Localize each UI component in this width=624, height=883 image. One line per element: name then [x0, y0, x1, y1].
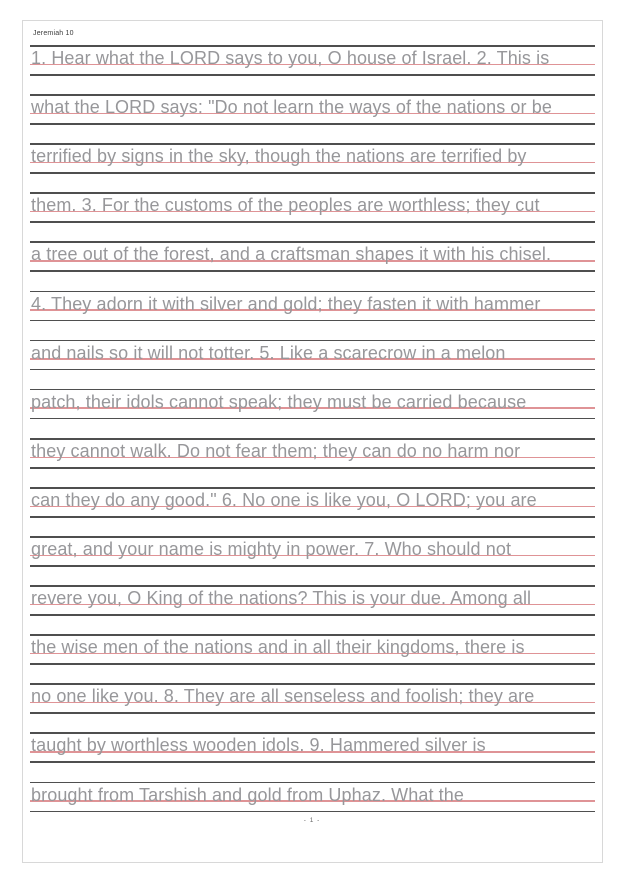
practice-line-row	[30, 782, 595, 813]
practice-line-row	[30, 340, 595, 371]
practice-line-row	[30, 634, 595, 665]
practice-line-text: great, and your name is mighty in power. 7. Who should not	[31, 539, 512, 559]
practice-line-row	[30, 143, 595, 174]
practice-line-row	[30, 192, 595, 223]
practice-line-row	[30, 389, 595, 420]
practice-line-text: a tree out of the forest, and a craftsman shapes it with his chisel.	[31, 244, 552, 265]
page-number: - 1 -	[303, 817, 321, 824]
practice-line-text: no one like you. 8. They are all senseless and foolish; they are	[31, 686, 535, 707]
practice-line-text: the wise men of the nations and in all their kingdoms, there is	[31, 637, 525, 658]
practice-line-row	[30, 732, 595, 763]
practice-line-row	[30, 683, 595, 714]
practice-line-row	[30, 291, 595, 322]
practice-line-text: revere you, O King of the nations? This is your due. Among all	[31, 588, 532, 609]
practice-line-text: they cannot walk. Do not fear them; they can do no harm nor	[31, 440, 521, 461]
practice-line-text: patch, their idols cannot speak; they must be carried because	[31, 391, 527, 412]
passage-reference: Jeremiah 10	[33, 30, 74, 37]
practice-line-row	[30, 241, 595, 272]
practice-line-text: 1. Hear what the LORD says to you, O house of Israel. 2. This is	[31, 48, 550, 68]
practice-line-text: them. 3. For the customs of the peoples are worthless; they cut	[31, 195, 540, 216]
practice-line-text: brought from Tarshish and gold from Uphaz. What the	[31, 784, 464, 805]
practice-line-row	[30, 585, 595, 616]
practice-line-text: can they do any good." 6. No one is like you, O LORD; you are	[31, 489, 537, 510]
practice-line-row	[30, 45, 595, 76]
practice-line-row	[30, 487, 595, 518]
practice-line-row	[30, 536, 595, 567]
practice-line-text: taught by worthless wooden idols. 9. Hammered silver is	[31, 735, 486, 756]
practice-line-text: and nails so it will not totter. 5. Like a scarecrow in a melon	[31, 342, 506, 363]
practice-line-text: 4. They adorn it with silver and gold; they fasten it with hammer	[31, 293, 541, 314]
practice-line-text: what the LORD says: "Do not learn the ways of the nations or be	[31, 97, 552, 118]
practice-line-row	[30, 438, 595, 469]
practice-line-row	[30, 94, 595, 125]
practice-line-text: terrified by signs in the sky, though the nations are terrified by	[31, 146, 527, 167]
